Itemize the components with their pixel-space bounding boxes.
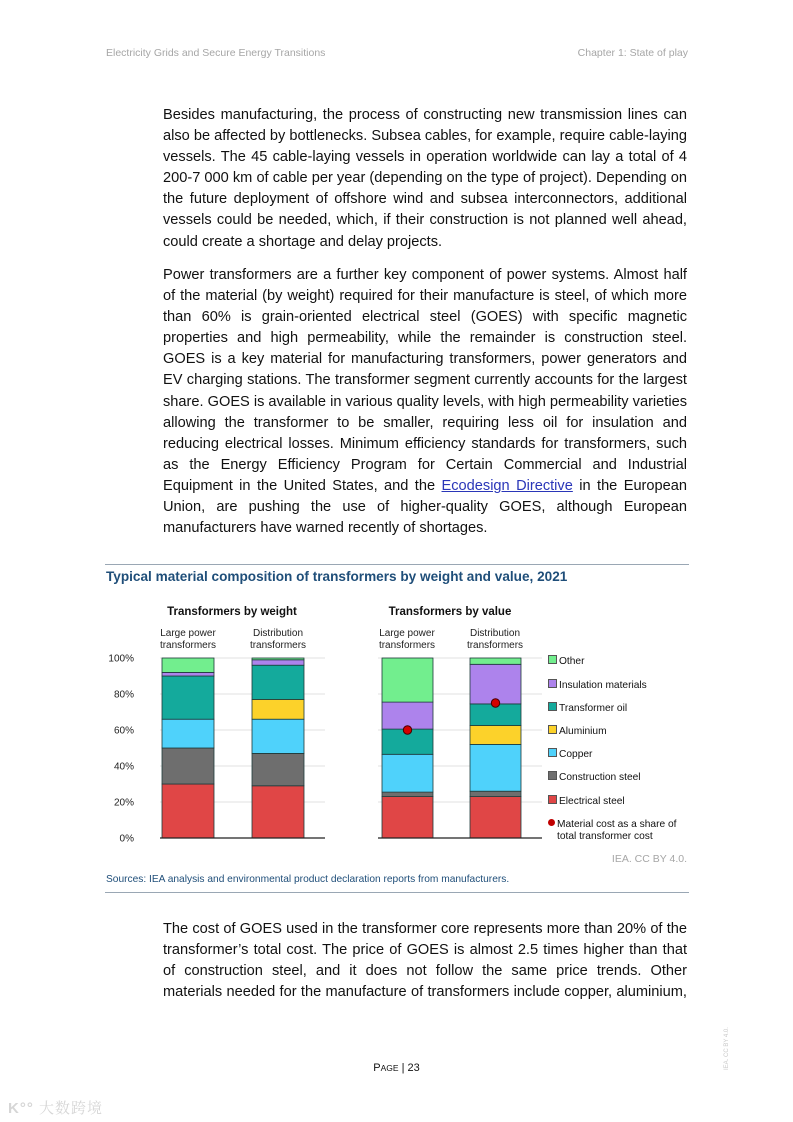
bar-segment-other <box>162 658 214 672</box>
category-label: Large power <box>379 628 435 639</box>
legend-swatch-icon <box>548 795 557 804</box>
category-label: transformers <box>159 640 217 651</box>
bar-segment-insulation-materials <box>252 660 304 665</box>
page-number-value: 23 <box>407 1062 420 1074</box>
legend-label: Insulation materials <box>559 680 647 691</box>
paragraph-goes-cost: The cost of GOES used in the transformer core represents more than 20% of the transformer’s total cost. The price of GOES is almost 2.5 times higher than that of construction steel, and it does not follow the same price trends. Other materials needed for the manufacture of transformers include copper, aluminium, <box>163 921 687 1001</box>
bar-segment-electrical-steel <box>252 786 304 838</box>
legend-label: Transformer oil <box>559 703 628 714</box>
bar-segment-electrical-steel <box>382 797 433 838</box>
figure-title: Typical material composition of transformers by weight and value, 2021 <box>106 569 568 584</box>
legend-swatch-icon <box>548 655 557 664</box>
figure-sources: Sources: IEA analysis and environmental product declaration reports from manufacturers. <box>106 874 510 885</box>
legend-label: Electrical steel <box>559 796 625 807</box>
figure-top-rule <box>105 564 689 565</box>
legend-label: Other <box>559 656 585 667</box>
bar-segment-insulation-materials <box>162 672 214 676</box>
bar-segment-construction-steel <box>252 753 304 785</box>
material-cost-marker <box>403 726 411 734</box>
category-label: transformers <box>378 640 436 651</box>
bar-segment-other <box>470 658 521 664</box>
legend-item <box>548 655 584 667</box>
legend-label: Copper <box>559 749 593 760</box>
chapter-title: Chapter 1: State of play <box>577 47 688 59</box>
material-cost-marker <box>491 699 499 707</box>
legend-item <box>548 679 647 691</box>
bar-segment-transformer-oil <box>162 676 214 719</box>
category-label: transformers <box>466 640 524 651</box>
bar-segment-copper <box>470 744 521 791</box>
bar-segment-copper <box>162 719 214 748</box>
bar-segment-construction-steel <box>162 748 214 784</box>
legend-label: Construction steel <box>559 772 641 783</box>
paragraph-cable-vessels: Besides manufacturing, the process of constructing new transmission lines can also be affected by bottlenecks. Subsea cables, for example, require cable-laying vessels. The 45 cable-laying vessels in operation worldwide can lay a total of 4 200-7 000 km of cable per year (depending on the type of project). Depending on the future deployment of offshore wind and subsea interconnectors, additional vessels could be needed, which, if their construction is not planned well ahead, could create a shortage and delay projects. <box>163 107 687 250</box>
y-tick-label: 100% <box>108 653 134 665</box>
bar-segment-aluminium <box>252 699 304 719</box>
legend-swatch-icon <box>548 702 557 711</box>
bar-segment-insulation-materials <box>470 664 521 704</box>
bar-segment-copper <box>382 754 433 792</box>
legend-item <box>548 748 592 760</box>
bar-segment-insulation-materials <box>382 702 433 729</box>
side-credit: IEA. CC BY 4.0. <box>724 1027 730 1070</box>
panel-title: Transformers by weight <box>167 606 297 618</box>
paragraph-power-transformers <box>163 265 687 539</box>
document-title: Electricity Grids and Secure Energy Transitions <box>106 47 326 59</box>
page-number: PAGE | 23 <box>373 1062 420 1074</box>
ecodesign-directive-link[interactable]: Ecodesign Directive <box>441 477 573 494</box>
watermark <box>8 1097 103 1118</box>
bar-segment-transformer-oil <box>252 665 304 699</box>
bar-segment-aluminium <box>470 726 521 745</box>
figure-bottom-rule <box>105 892 689 893</box>
legend-item <box>548 702 627 714</box>
stacked-bar-chart <box>100 596 550 856</box>
paragraph-text: in the European Union, are pushing the use of higher-quality GOES, although European manufacturers have warned recently of shortages. <box>163 477 687 537</box>
category-label: Distribution <box>469 628 521 639</box>
legend-label: Aluminium <box>559 726 607 737</box>
legend-label: Material cost as a share of total transformer cost <box>557 819 677 842</box>
category-label: Distribution <box>252 628 304 639</box>
legend-item <box>548 795 625 807</box>
panel-title: Transformers by value <box>388 606 512 618</box>
watermark-logo-icon: K°° <box>8 1100 34 1117</box>
y-tick-label: 20% <box>113 797 134 809</box>
bar-segment-electrical-steel <box>470 797 521 838</box>
legend-dot-icon <box>548 819 555 826</box>
y-tick-label: 60% <box>113 725 134 737</box>
legend-swatch-icon <box>548 679 557 688</box>
bar-segment-construction-steel <box>470 791 521 796</box>
bar-segment-electrical-steel <box>162 784 214 838</box>
page-label: PAGE <box>373 1062 399 1074</box>
category-label: Large power <box>160 628 216 639</box>
legend-item <box>548 819 676 843</box>
legend-swatch-icon <box>548 725 557 734</box>
bar-segment-construction-steel <box>382 792 433 797</box>
bar-segment-other <box>382 658 433 702</box>
legend-swatch-icon <box>548 748 557 757</box>
bar-segment-copper <box>252 719 304 753</box>
legend-item <box>548 771 641 783</box>
bar-segment-other <box>252 658 304 660</box>
watermark-text: 大数跨境 <box>39 1100 104 1117</box>
y-tick-label: 40% <box>113 761 134 773</box>
paragraph-text: Power transformers are a further key component of power systems. Almost half of the material (by weight) required for their manufacture is steel, of which more than 60% is grain-oriented electrical steel (GOES) with specific magnetic properties and high permeability, while the remainder is construction steel. GOES is a key material for manufacturing transformers, power generators and EV charging stations. The transformer segment currently accounts for the largest share. GOES is available in various quality levels, with high permeability varieties allowing the transformer to be smaller, requiring less oil for insulation and reducing electrical losses. Minimum efficiency standards for transformers, such as the Energy Efficiency Program for Certain Commercial and Industrial Equipment in the United States, and the <box>163 267 687 494</box>
y-tick-label: 80% <box>113 689 134 701</box>
y-tick-label: 0% <box>119 833 134 845</box>
legend-item <box>548 725 607 737</box>
legend-swatch-icon <box>548 771 557 780</box>
category-label: transformers <box>249 640 307 651</box>
figure-credit: IEA. CC BY 4.0. <box>611 853 687 865</box>
